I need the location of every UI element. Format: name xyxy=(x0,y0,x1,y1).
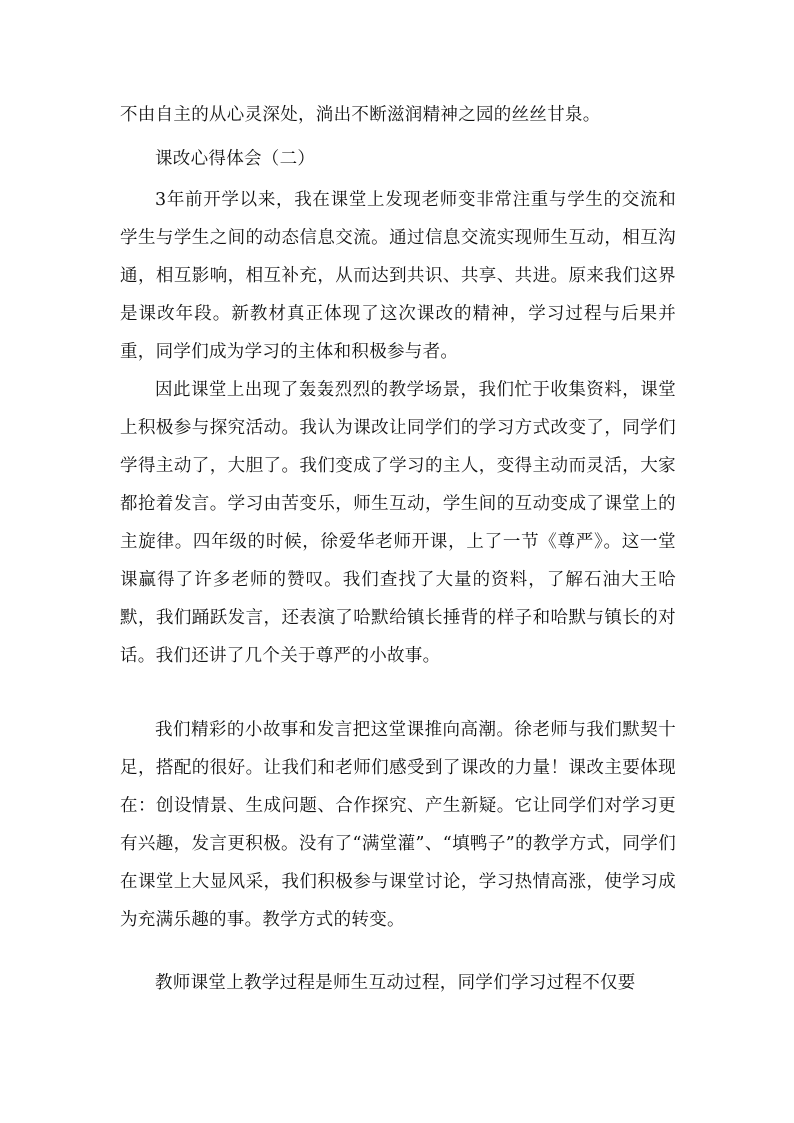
section-heading xyxy=(120,140,676,178)
paragraph-continuation xyxy=(120,96,676,134)
paragraph-text: 因此课堂上出现了轰轰烈烈的教学场景，我们忙于收集资料，课堂上积极参与探究活动。我认为课改让同学们的学习方式改变了，同学们学得主动了，大胆了。我们变成了学习的主人，变得主动而灵活，大家都抢着发言。学习由苦变乐，师生互动，学生间的互动变成了课堂上的主旋律。四年级的时候，徐爱华老师开课，上了一节《尊严》。这一堂课赢得了许多老师的赞叹。我们查找了大量的资料，了解石油大王哈默，我们踊跃发言，还表演了哈默给镇长捶背的样子和哈默与镇长的对话。我们还讲了几个关于尊严的小故事。 xyxy=(120,380,676,666)
paragraph-2 xyxy=(120,371,676,675)
paragraph-text: 我们精彩的小故事和发言把这堂课推向高潮。徐老师与我们默契十足，搭配的很好。让我们和老师们感受到了课改的力量！课改主要体现在：创设情景、生成问题、合作探究、产生新疑。它让同学们对学习更有兴趣，发言更积极。没有了“满堂灌”、“填鸭子”的教学方式，同学们在课堂上大显风采，我们积极参与课堂讨论，学习热情高涨，使学习成为充满乐趣的事。教学方式的转变。 xyxy=(120,720,676,930)
paragraph-text: 教师课堂上教学过程是师生互动过程，同学们学习过程不仅要 xyxy=(155,973,636,993)
paragraph-text: 3年前开学以来，我在课堂上发现老师变非常注重与学生的交流和学生与学生之间的动态信息交流。通过信息交流实现师生互动，相互沟通，相互影响，相互补充，从而达到共识、共享、共进。原来我们这界是课改年段。新教材真正体现了这次课改的精神，学习过程与后果并重，同学们成为学习的主体和积极参与者。 xyxy=(120,190,676,362)
paragraph-3 xyxy=(120,711,676,939)
section-heading-text: 课改心得体会（二） xyxy=(155,149,316,169)
paragraph-text: 不由自主的从心灵深处，淌出不断滋润精神之园的丝丝甘泉。 xyxy=(120,105,601,125)
paragraph-1 xyxy=(120,181,676,371)
paragraph-4 xyxy=(120,964,676,1002)
